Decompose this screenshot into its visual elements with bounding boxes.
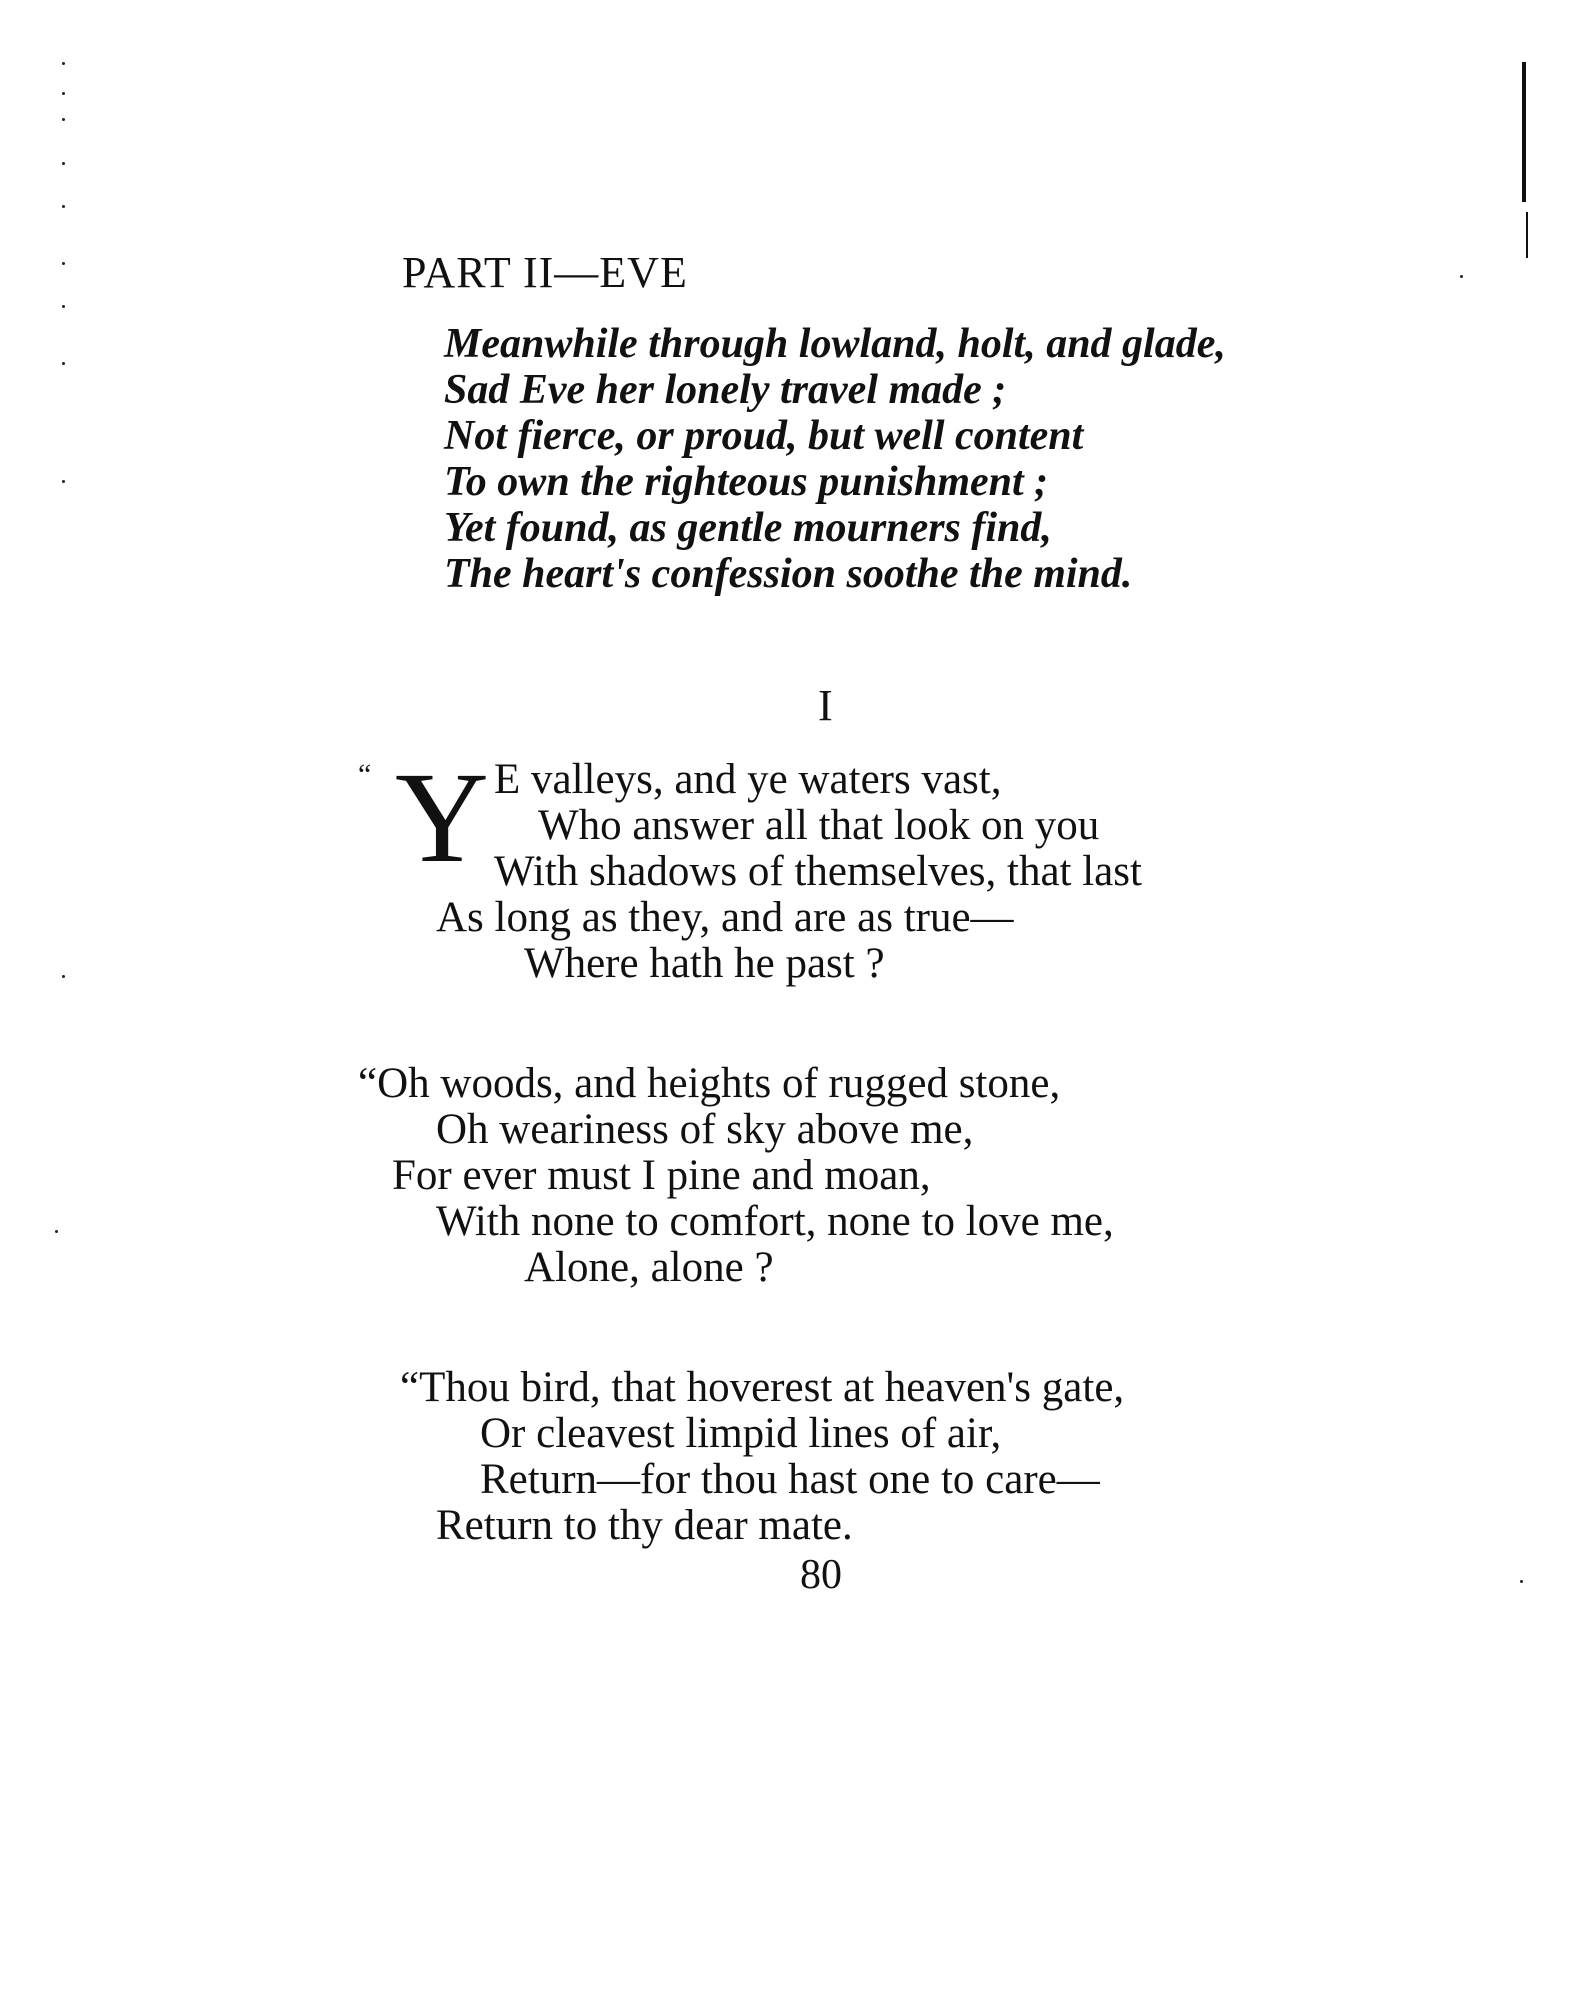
margin-dot <box>62 362 65 365</box>
drop-cap: Y <box>395 746 489 890</box>
stanza-line: Oh weariness of sky above me, <box>436 1106 974 1153</box>
margin-dot <box>62 162 65 165</box>
margin-dot <box>62 480 65 483</box>
margin-dot <box>62 62 65 65</box>
margin-dot <box>55 1230 58 1233</box>
stanza-line: As long as they, and are as true— <box>436 894 1014 941</box>
stanza-line: Return—for thou hast one to care— <box>480 1456 1100 1503</box>
epigraph-line: To own the righteous punishment ; <box>444 459 1049 505</box>
margin-dot <box>62 92 65 95</box>
part-title: PART II—EVE <box>402 248 688 297</box>
stanza-line: With none to comfort, none to love me, <box>436 1198 1114 1245</box>
epigraph-line: Meanwhile through lowland, holt, and glade, <box>444 321 1226 367</box>
stanza-line: Alone, alone ? <box>524 1244 774 1291</box>
margin-dot <box>1460 275 1463 278</box>
stanza-line: Where hath he past ? <box>524 940 885 987</box>
margin-dot <box>62 205 65 208</box>
margin-dot <box>1520 1580 1523 1583</box>
epigraph-line: Sad Eve her lonely travel made ; <box>444 367 1007 413</box>
margin-dot <box>62 975 65 978</box>
stanza-line: “Thou bird, that hoverest at heaven's gate, <box>400 1364 1125 1411</box>
section-number: I <box>818 681 833 730</box>
margin-dot <box>62 305 65 308</box>
stanza-line: E valleys, and ye waters vast, <box>494 756 1002 803</box>
page-number: 80 <box>800 1552 842 1598</box>
margin-dot <box>62 118 65 121</box>
epigraph-line: The heart's confession soothe the mind. <box>444 551 1133 597</box>
scan-edge-line <box>1526 212 1528 258</box>
opening-quote: “ <box>358 758 372 791</box>
stanza-line: Or cleavest limpid lines of air, <box>480 1410 1002 1457</box>
epigraph-line: Not fierce, or proud, but well content <box>444 413 1084 459</box>
stanza-line: Who answer all that look on you <box>538 802 1100 849</box>
scan-edge-line <box>1522 62 1526 202</box>
stanza-line: With shadows of themselves, that last <box>494 848 1142 895</box>
epigraph-line: Yet found, as gentle mourners find, <box>444 505 1052 551</box>
stanza-line: For ever must I pine and moan, <box>392 1152 931 1199</box>
stanza-line: “Oh woods, and heights of rugged stone, <box>358 1060 1061 1107</box>
stanza-line: Return to thy dear mate. <box>436 1502 853 1549</box>
margin-dot <box>62 262 65 265</box>
